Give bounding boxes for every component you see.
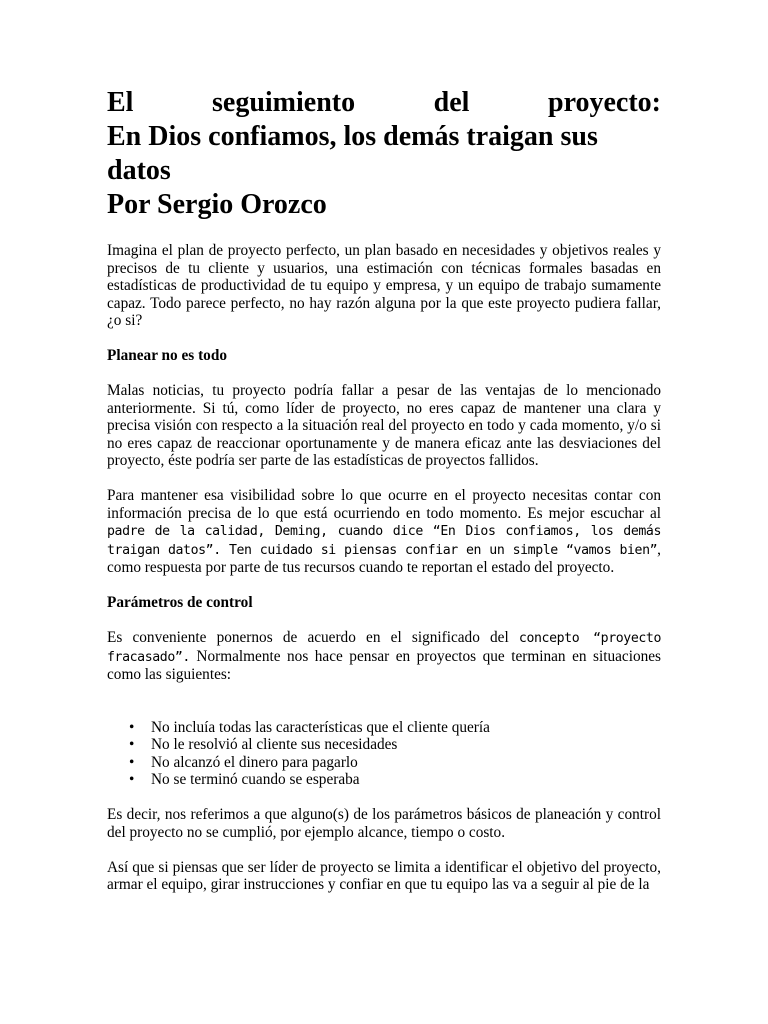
paragraph-visibilidad [107, 487, 661, 577]
paragraph-visibilidad-part-2: , como respuesta por parte de tus recursos cuando te reportan el estado del proyecto. [107, 540, 661, 576]
bullet-icon: • [129, 771, 135, 788]
list-item [107, 719, 661, 737]
list-item-text: No le resolvió al cliente sus necesidades [151, 736, 398, 753]
paragraph-es-decir: Es decir, nos referimos a que alguno(s) de los parámetros básicos de planeación y control del proyecto no se cumplió, por ejemplo alcance, tiempo o costo. [107, 806, 661, 841]
title-line-1: El seguimiento del proyecto: [107, 87, 661, 118]
bullet-icon: • [129, 736, 135, 753]
paragraph-conveniente-part-2: Normalmente nos hace pensar en proyectos que terminan en situaciones como las siguientes: [107, 647, 661, 683]
paragraph-visibilidad-part-1: Para mantener esa visibilidad sobre lo que ocurre en el proyecto necesitas contar con información precisa de lo que está ocurriendo en todo momento. Es mejor escuchar al [107, 487, 661, 522]
paragraph-conveniente-part-1: Es conveniente ponernos de acuerdo en el significado del [107, 629, 519, 646]
list-item [107, 771, 661, 789]
bullet-icon: • [129, 718, 135, 736]
bullet-icon: • [129, 753, 135, 771]
title-line-2: En Dios confiamos, los demás traigan sus [107, 121, 598, 152]
title-line-3: datos [107, 155, 171, 186]
paragraph-conveniente [107, 629, 661, 684]
section-heading-planear: Planear no es todo [107, 347, 227, 364]
document-title [107, 86, 661, 222]
intro-paragraph: Imagina el plan de proyecto perfecto, un plan basado en necesidades y objetivos reales y precisos de tu cliente y usuarios, una estimación con técnicas formales basadas en estadísticas de productividad de tu equipo y empresa, y un equipo de trabajo sumamente capaz. Todo parece perfecto, no hay razón alguna por la que este proyecto pudiera fallar, ¿o si? [107, 242, 661, 329]
paragraph-asi-que: Así que si piensas que ser líder de proyecto se limita a identificar el objetivo del proyecto, armar el equipo, girar instrucciones y confiar en que tu equipo las va a seguir al pie de la [107, 858, 661, 893]
list-item [107, 754, 661, 772]
list-item-text: No se terminó cuando se esperaba [151, 771, 360, 788]
paragraph-malas-noticias: Malas noticias, tu proyecto podría fallar a pesar de las ventajas de lo mencionado anteriormente. Si tú, como líder de proyecto, no eres capaz de mantener una clara y precisa visión con respecto a la situación real del proyecto en todo y cada momento, y/o si no eres capaz de reaccionar oportunamente y de manera eficaz ante las desviaciones del proyecto, éste podría ser parte de las estadísticas de proyectos fallidos. [107, 382, 661, 469]
failure-criteria-list [107, 719, 661, 789]
list-item-text: No incluía todas las características que el cliente quería [151, 718, 490, 736]
proyecto-fracasado-term: concepto “proyecto fracasado”. [107, 631, 661, 665]
deming-quote: padre de la calidad, Deming, cuando dice “En Dios confiamos, los demás traigan datos”. Ten cuidado si piensas confiar en un simple “vamos bien” [107, 524, 661, 558]
section-heading-parametros: Parámetros de control [107, 594, 253, 611]
author-line: Por Sergio Orozco [107, 189, 327, 220]
document-page [107, 86, 661, 894]
list-item-text: No alcanzó el dinero para pagarlo [151, 753, 358, 771]
list-item [107, 736, 661, 754]
